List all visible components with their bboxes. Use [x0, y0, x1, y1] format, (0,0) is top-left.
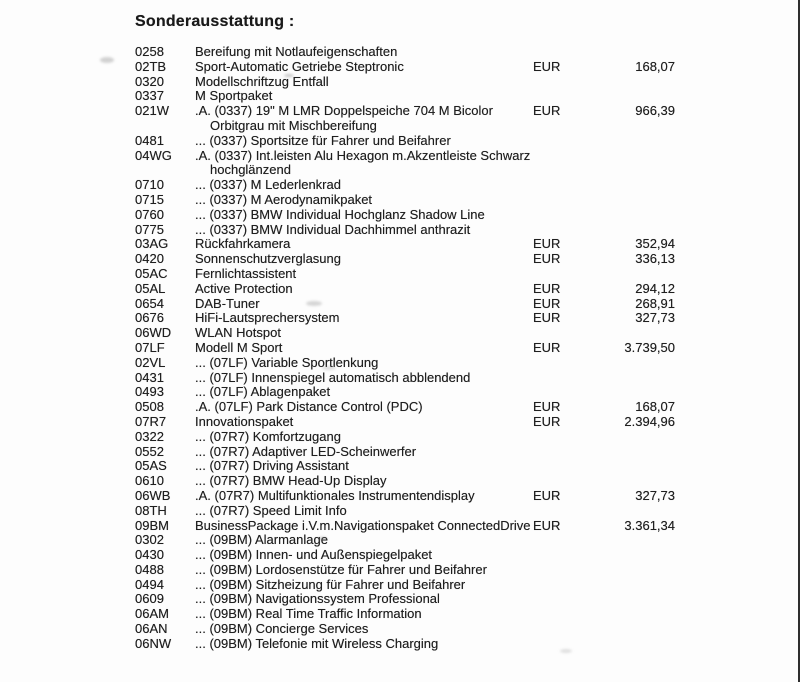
option-row [135, 178, 675, 193]
option-code: 0493 [135, 384, 164, 400]
option-price: 168,07 [635, 58, 675, 74]
option-row [135, 89, 675, 104]
option-description-line1: Modell M Sport [195, 339, 283, 355]
option-description [195, 356, 533, 371]
option-price: 168,07 [635, 399, 675, 415]
options-table [135, 45, 675, 652]
option-row [135, 356, 675, 371]
option-description-line1: ... (07LF) Variable Sportlenkung [195, 354, 379, 370]
option-description-line1: ... (09BM) Alarmanlage [195, 532, 328, 548]
option-code: 0715 [135, 191, 164, 207]
option-description-line1: .A. (07R7) Multifunktionales Instrumentendisplay [195, 487, 475, 503]
option-code: 08TH [135, 502, 167, 518]
option-price: 352,94 [635, 236, 675, 252]
option-description-line1: ... (07R7) BMW Head-Up Display [195, 473, 387, 489]
option-price: 966,39 [635, 103, 675, 119]
option-description-line1: .A. (07LF) Park Distance Control (PDC) [195, 399, 423, 415]
option-description-line1: ... (0337) BMW Individual Dachhimmel anthrazit [195, 221, 471, 237]
option-row [135, 548, 675, 563]
option-code: 09BM [135, 517, 169, 533]
option-row [135, 519, 675, 534]
option-description [195, 445, 533, 460]
option-description [195, 474, 533, 489]
option-description [195, 341, 533, 356]
option-code: 06AM [135, 606, 169, 622]
option-code: 0508 [135, 399, 164, 415]
page-title: Sonderausstattung : [135, 13, 295, 30]
option-description-line1: ... (09BM) Lordosenstütze für Fahrer und Beifahrer [195, 561, 487, 577]
option-description [195, 149, 533, 179]
option-description [195, 178, 533, 193]
option-description-line1: ... (07LF) Innenspiegel automatisch abblendend [195, 369, 471, 385]
currency-label: EUR [533, 310, 561, 326]
option-code: 0420 [135, 251, 164, 267]
option-description [195, 415, 533, 430]
option-description-line1: Rückfahrkamera [195, 236, 291, 252]
option-code: 07R7 [135, 413, 167, 429]
option-description [195, 622, 533, 637]
option-row [135, 430, 675, 445]
option-code: 0431 [135, 369, 164, 385]
option-row [135, 60, 675, 75]
option-description-line1: Innovationspaket [195, 413, 294, 429]
option-description-line1: WLAN Hotspot [195, 325, 281, 341]
option-row [135, 371, 675, 386]
option-description [195, 519, 533, 534]
option-row [135, 592, 675, 607]
option-description [195, 75, 533, 90]
option-row [135, 193, 675, 208]
option-description-line1: ... (07R7) Komfortzugang [195, 428, 341, 444]
option-row [135, 533, 675, 548]
option-price: 327,73 [635, 487, 675, 503]
option-row [135, 311, 675, 326]
option-description-line1: ... (0337) Sportsitze für Fahrer und Beifahrer [195, 132, 451, 148]
option-description-line1: ... (09BM) Telefonie mit Wireless Charging [195, 635, 439, 651]
option-row [135, 474, 675, 489]
option-description-line1: ... (0337) M Aerodynamikpaket [195, 191, 373, 207]
option-description [195, 60, 533, 75]
option-row [135, 149, 675, 179]
option-description-line1: Bereifung mit Notlaufeigenschaften [195, 44, 398, 59]
option-description-line1: .A. (0337) 19" M LMR Doppelspeiche 704 M Bicolor [195, 103, 493, 119]
option-description [195, 607, 533, 622]
option-row [135, 252, 675, 267]
option-description [195, 533, 533, 548]
option-row [135, 504, 675, 519]
scan-smudge [100, 57, 114, 63]
option-description [195, 592, 533, 607]
option-code: 0610 [135, 473, 164, 489]
option-description [195, 89, 533, 104]
option-code: 0760 [135, 206, 164, 222]
option-description-line1: Sonnenschutzverglasung [195, 251, 341, 267]
option-description [195, 208, 533, 223]
option-code: 04WG [135, 147, 172, 163]
currency-label: EUR [533, 236, 561, 252]
currency-label: EUR [533, 399, 561, 415]
option-description-line2: hochglänzend [210, 162, 291, 178]
currency-label: EUR [533, 517, 561, 533]
option-code: 0710 [135, 177, 164, 193]
option-row [135, 607, 675, 622]
option-description-line1: ... (0337) M Lederlenkrad [195, 177, 341, 193]
option-row [135, 75, 675, 90]
option-row [135, 578, 675, 593]
option-description [195, 578, 533, 593]
option-row [135, 622, 675, 637]
option-description-line1: DAB-Tuner [195, 295, 260, 311]
option-price: 294,12 [635, 280, 675, 296]
option-description-line1: Active Protection [195, 280, 293, 296]
option-description-line1: ... (09BM) Concierge Services [195, 621, 369, 637]
option-row [135, 563, 675, 578]
option-code: 06WB [135, 487, 171, 503]
option-code: 0775 [135, 221, 164, 237]
option-description-line1: M Sportpaket [195, 88, 273, 104]
option-description [195, 548, 533, 563]
option-description-line1: Fernlichtassistent [195, 265, 297, 281]
option-code: 02TB [135, 58, 167, 74]
option-description [195, 489, 533, 504]
option-description-line1: HiFi-Lautsprechersystem [195, 310, 340, 326]
option-description-line1: Modellschriftzug Entfall [195, 73, 329, 89]
option-code: 0258 [135, 44, 164, 59]
option-row [135, 45, 675, 60]
option-row [135, 282, 675, 297]
option-code: 0320 [135, 73, 164, 89]
option-row [135, 415, 675, 430]
option-code: 0430 [135, 547, 164, 563]
option-description [195, 326, 533, 341]
option-description [195, 252, 533, 267]
currency-label: EUR [533, 103, 561, 119]
option-row [135, 400, 675, 415]
option-description-line1: ... (09BM) Real Time Traffic Information [195, 606, 422, 622]
option-price: 3.739,50 [624, 339, 675, 355]
currency-label: EUR [533, 339, 561, 355]
option-description [195, 371, 533, 386]
option-price: 2.394,96 [624, 413, 675, 429]
option-description [195, 563, 533, 578]
option-description-line1: Sport-Automatic Getriebe Steptronic [195, 58, 404, 74]
currency-label: EUR [533, 487, 561, 503]
option-description [195, 282, 533, 297]
option-code: 0488 [135, 561, 164, 577]
option-code: 06NW [135, 635, 172, 651]
option-row [135, 208, 675, 223]
option-row [135, 223, 675, 238]
option-description-line1: ... (09BM) Sitzheizung für Fahrer und Beifahrer [195, 576, 466, 592]
option-description-line1: ... (07R7) Driving Assistant [195, 458, 349, 474]
option-description-line2: Orbitgrau mit Mischbereifung [210, 117, 377, 133]
option-row [135, 237, 675, 252]
option-description-line1: ... (0337) BMW Individual Hochglanz Shadow Line [195, 206, 485, 222]
option-code: 021W [135, 103, 169, 119]
option-code: 06WD [135, 325, 172, 341]
option-row [135, 341, 675, 356]
option-code: 05AS [135, 458, 167, 474]
option-code: 0654 [135, 295, 164, 311]
option-code: 0481 [135, 132, 164, 148]
option-description [195, 385, 533, 400]
option-code: 0676 [135, 310, 164, 326]
currency-label: EUR [533, 413, 561, 429]
option-description [195, 134, 533, 149]
option-code: 07LF [135, 339, 165, 355]
option-code: 03AG [135, 236, 169, 252]
option-description [195, 637, 533, 652]
option-row [135, 637, 675, 652]
option-row [135, 326, 675, 341]
option-price: 3.361,34 [624, 517, 675, 533]
option-description [195, 237, 533, 252]
option-description [195, 45, 533, 60]
option-description [195, 504, 533, 519]
option-code: 05AL [135, 280, 166, 296]
option-row [135, 267, 675, 282]
option-price: 268,91 [635, 295, 675, 311]
option-code: 0322 [135, 428, 164, 444]
option-code: 0609 [135, 591, 164, 607]
currency-label: EUR [533, 58, 561, 74]
option-code: 0552 [135, 443, 164, 459]
option-description [195, 104, 533, 134]
option-description [195, 311, 533, 326]
option-description [195, 459, 533, 474]
option-description [195, 267, 533, 282]
option-description-line1: ... (09BM) Navigationssystem Professional [195, 591, 440, 607]
option-description-line1: .A. (0337) Int.leisten Alu Hexagon m.Akzentleiste Schwarz [195, 147, 531, 163]
option-description [195, 400, 533, 415]
option-description-line1: ... (09BM) Innen- und Außenspiegelpaket [195, 547, 433, 563]
currency-label: EUR [533, 295, 561, 311]
option-row [135, 445, 675, 460]
option-description [195, 297, 533, 312]
option-description [195, 193, 533, 208]
option-code: 0302 [135, 532, 164, 548]
option-code: 0337 [135, 88, 164, 104]
option-row [135, 459, 675, 474]
option-row [135, 385, 675, 400]
currency-label: EUR [533, 280, 561, 296]
option-row [135, 297, 675, 312]
option-description-line1: BusinessPackage i.V.m.Navigationspaket ConnectedDrive [195, 517, 531, 533]
option-code: 0494 [135, 576, 164, 592]
option-row [135, 134, 675, 149]
option-description-line1: ... (07R7) Speed Limit Info [195, 502, 347, 518]
option-code: 05AC [135, 265, 168, 281]
option-description-line1: ... (07LF) Ablagenpaket [195, 384, 331, 400]
option-description-line1: ... (07R7) Adaptiver LED-Scheinwerfer [195, 443, 417, 459]
option-code: 02VL [135, 354, 166, 370]
option-description [195, 430, 533, 445]
currency-label: EUR [533, 251, 561, 267]
option-row [135, 489, 675, 504]
option-price: 336,13 [635, 251, 675, 267]
option-code: 06AN [135, 621, 168, 637]
option-description [195, 223, 533, 238]
option-row [135, 104, 675, 134]
option-price: 327,73 [635, 310, 675, 326]
